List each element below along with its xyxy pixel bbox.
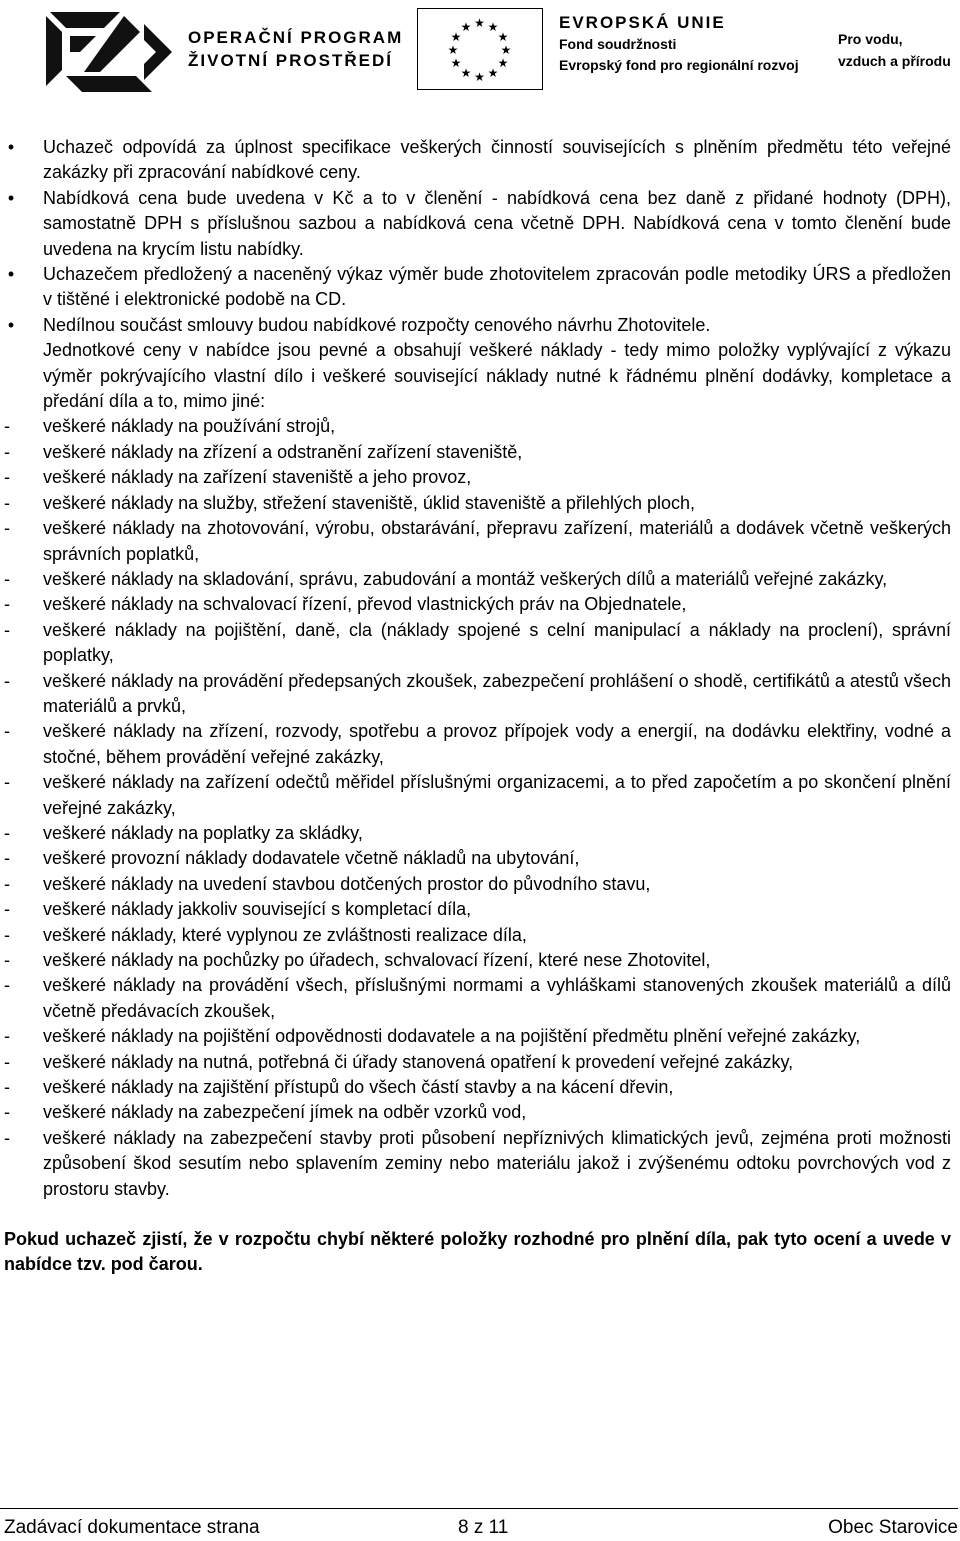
cost-item-text: veškeré náklady na zařízení odečtů měřidel příslušnými organizacemi, a to před započetím a po skončení plnění veřejné zakázky, xyxy=(43,772,951,818)
dash-marker: - xyxy=(4,518,10,539)
eu-stars-icon xyxy=(418,9,541,88)
cost-item xyxy=(0,948,960,973)
cost-item xyxy=(0,1100,960,1125)
cost-item xyxy=(0,567,960,592)
cost-item-text: veškeré náklady jakkoliv související s kompletací díla, xyxy=(43,899,472,920)
svg-text:★: ★ xyxy=(500,43,512,57)
unit-price-intro: Jednotkové ceny v nabídce jsou pevné a obsahují veškeré náklady - tedy mimo položky vyplývající z výkazu výměr pokrývajícího vlastní dílo i veškeré související náklady nutné k řádnému plnění dodávky, kompletace a předání díla a to, mimo jiné: xyxy=(43,340,951,412)
slogan xyxy=(838,28,951,72)
cost-item xyxy=(0,440,960,465)
svg-text:★: ★ xyxy=(450,30,462,44)
cost-item-text: veškeré náklady na nutná, potřebná či úřady stanovená opatření k provedení veřejné zakázky, xyxy=(43,1051,794,1072)
cost-item-text: veškeré náklady na provádění předepsaných zkoušek, zabezpečení prohlášení o shodě, certifikátů a atestů všech materiálů a prvků, xyxy=(43,670,951,716)
document-body xyxy=(0,135,960,1278)
page-footer xyxy=(0,1508,958,1537)
footer-contracting-authority: Obec Starovice xyxy=(828,1517,958,1538)
bullet-marker: • xyxy=(7,314,15,335)
dash-marker: - xyxy=(4,1051,10,1072)
cost-item xyxy=(0,1126,960,1202)
bullet-marker: • xyxy=(7,264,15,285)
dash-marker: - xyxy=(4,1077,10,1098)
cost-item xyxy=(0,923,960,948)
dash-marker: - xyxy=(4,772,10,793)
bullet-text: Nedílnou součást smlouvy budou nabídkové rozpočty cenového návrhu Zhotovitele. xyxy=(43,314,711,335)
cost-item-text: veškeré náklady na služby, střežení staveniště, úklid staveniště a přilehlých ploch, xyxy=(43,492,695,513)
cost-item xyxy=(0,1050,960,1075)
dash-marker: - xyxy=(4,924,10,945)
cost-item xyxy=(0,846,960,871)
cost-item xyxy=(0,1075,960,1100)
cost-item xyxy=(0,770,960,821)
dash-marker: - xyxy=(4,975,10,996)
eu-regional-fund: Evropský fond pro regionální rozvoj xyxy=(559,57,799,73)
footer-page-number: 8 z 11 xyxy=(458,1517,509,1538)
dash-marker: - xyxy=(4,467,10,488)
svg-text:★: ★ xyxy=(497,30,509,44)
dash-marker: - xyxy=(4,721,10,742)
cost-item-text: veškeré náklady na provádění všech, příslušnými normami a vyhláškami stanovených zkoušek materiálů a dílů včetně předávacích zkoušek, xyxy=(43,975,951,1021)
bullet-item xyxy=(0,186,960,262)
cost-item xyxy=(0,669,960,720)
cost-item-text: veškeré náklady na zabezpečení stavby proti působení nepříznivých klimatických jevů, zejména proti možnosti způsobení škod sesutím nebo splavením zeminy nebo materiálu jakož i zvýšenému odtoku povrchových vod z prostoru stavby. xyxy=(43,1127,951,1199)
bullet-item xyxy=(0,135,960,186)
cost-item xyxy=(0,592,960,617)
svg-text:★: ★ xyxy=(487,20,499,34)
bullet-text: Uchazečem předložený a naceněný výkaz výměr bude zhotovitelem zpracován podle metodiky ÚRS a předložen v tištěné i elektronické podobě na CD. xyxy=(43,264,951,310)
footer-document-label: Zadávací dokumentace strana xyxy=(4,1517,260,1538)
cost-item-text: veškeré náklady na pojištění odpovědnosti dodavatele a na pojištění předmětu plnění veřejné zakázky, xyxy=(43,1026,861,1047)
svg-text:★: ★ xyxy=(450,56,462,70)
cost-item-text: veškeré náklady na schvalovací řízení, převod vlastnických práv na Objednatele, xyxy=(43,594,687,615)
dash-marker: - xyxy=(4,822,10,843)
dash-marker: - xyxy=(4,619,10,640)
dash-marker: - xyxy=(4,416,10,437)
bullet-text: Nabídková cena bude uvedena v Kč a to v členění - nabídková cena bez daně z přidané hodnoty (DPH), samostatně DPH s příslušnou sazbou a nabídková cena včetně DPH. Nabídková cena v tomto členění bude uvedena na krycím listu nabídky. xyxy=(43,187,951,259)
dash-marker: - xyxy=(4,848,10,869)
operational-programme-logo-icon xyxy=(40,4,180,100)
programme-line-1: OPERAČNÍ PROGRAM xyxy=(188,28,404,47)
cost-item-text: veškeré náklady na zhotovování, výrobu, obstarávání, přepravu zařízení, materiálů a dodávek včetně veškerých správních poplatků, xyxy=(43,518,951,564)
programme-name xyxy=(188,26,403,72)
dash-marker: - xyxy=(4,950,10,970)
bullet-marker: • xyxy=(7,187,15,208)
cost-item-text: veškeré náklady na používání strojů, xyxy=(43,416,336,437)
cost-item-text: veškeré náklady na zabezpečení jímek na odběr vzorků vod, xyxy=(43,1102,527,1123)
bullet-marker: • xyxy=(7,137,15,157)
cost-item-text: veškeré náklady, které vyplynou ze zvláštnosti realizace díla, xyxy=(43,924,527,945)
cost-items-list xyxy=(0,414,960,1202)
cost-item-text: veškeré náklady na uvedení stavbou dotčených prostor do původního stavu, xyxy=(43,873,651,894)
cost-item-text: veškeré náklady na skladování, správu, zabudování a montáž veškerých dílů a materiálů veřejné zakázky, xyxy=(43,568,888,589)
cost-item-text: veškeré náklady na poplatky za skládky, xyxy=(43,822,363,843)
programme-line-2: ŽIVOTNÍ PROSTŘEDÍ xyxy=(188,51,393,70)
bullet-item xyxy=(0,313,960,338)
cost-item-text: veškeré náklady na zřízení a odstranění zařízení staveniště, xyxy=(43,441,523,462)
cost-item xyxy=(0,897,960,922)
dash-marker: - xyxy=(4,492,10,513)
eu-title: EVROPSKÁ UNIE xyxy=(559,13,726,32)
svg-text:★: ★ xyxy=(474,16,485,30)
dash-marker: - xyxy=(4,441,10,462)
cost-item xyxy=(0,414,960,439)
cost-item xyxy=(0,1024,960,1049)
svg-text:★: ★ xyxy=(447,43,459,57)
cost-item xyxy=(0,973,960,1024)
cost-item-text: veškeré náklady na zřízení, rozvody, spotřebu a provoz přípojek vody a energií, na dodávku elektřiny, vodné a stočné, během provádění veřejné zakázky, xyxy=(43,721,951,767)
slogan-line-1: Pro vodu, xyxy=(838,31,903,47)
dash-marker: - xyxy=(4,899,10,920)
cost-item xyxy=(0,821,960,846)
svg-text:★: ★ xyxy=(460,66,472,80)
closing-note: Pokud uchazeč zjistí, že v rozpočtu chybí některé položky rozhodné pro plnění díla, pak tyto ocení a uvede v nabídce tzv. pod čarou. xyxy=(4,1229,951,1275)
svg-text:★: ★ xyxy=(487,66,499,80)
cost-item-text: veškeré náklady na zařízení staveniště a jeho provoz, xyxy=(43,467,472,488)
cost-item xyxy=(0,516,960,567)
cost-item xyxy=(0,872,960,897)
dash-marker: - xyxy=(4,1026,10,1047)
dash-marker: - xyxy=(4,594,10,615)
dash-marker: - xyxy=(4,670,10,691)
header-logos xyxy=(0,0,960,110)
cost-item-text: veškeré náklady na pojištění, daně, cla (náklady spojené s celní manipulací a náklady na proclení), správní poplatky, xyxy=(43,619,951,666)
eu-funding-text xyxy=(559,12,799,76)
eu-flag-icon xyxy=(417,8,543,90)
dash-marker: - xyxy=(4,1127,10,1148)
cost-item-text: veškeré náklady na pochůzky po úřadech, schvalovací řízení, které nese Zhotovitel, xyxy=(43,950,711,970)
dash-marker: - xyxy=(4,568,10,589)
cost-item xyxy=(0,491,960,516)
cost-item xyxy=(0,465,960,490)
bullet-item xyxy=(0,262,960,313)
cost-item xyxy=(0,618,960,669)
cost-item-text: veškeré provozní náklady dodavatele včetně nákladů na ubytování, xyxy=(43,848,580,869)
svg-text:★: ★ xyxy=(460,20,472,34)
dash-marker: - xyxy=(4,1102,10,1123)
cost-item xyxy=(0,719,960,770)
bullet-text: Uchazeč odpovídá za úplnost specifikace veškerých činností souvisejících s plněním předmětu této veřejné zakázky při zpracování nabídkové ceny. xyxy=(43,137,951,183)
eu-fund: Fond soudržnosti xyxy=(559,36,677,52)
svg-text:★: ★ xyxy=(497,56,509,70)
cost-item-text: veškeré náklady na zajištění přístupů do všech částí stavby a na kácení dřevin, xyxy=(43,1077,674,1098)
svg-text:★: ★ xyxy=(474,70,485,84)
dash-marker: - xyxy=(4,873,10,894)
slogan-line-2: vzduch a přírodu xyxy=(838,53,951,69)
